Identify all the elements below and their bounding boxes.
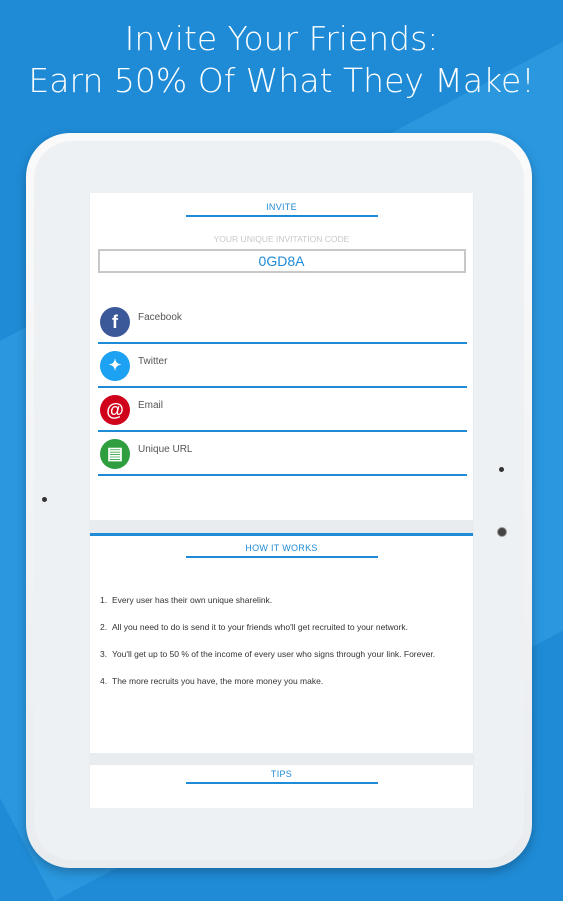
step-item: 3. You'll get up to 50 % of the income of every user who signs through your link. Forever. bbox=[100, 649, 436, 659]
share-email-row[interactable] bbox=[98, 388, 467, 432]
email-icon: @ bbox=[100, 395, 130, 425]
headline-line-1: Invite Your Friends: bbox=[124, 19, 439, 58]
facebook-icon: f bbox=[100, 307, 130, 337]
tips-title: TIPS bbox=[270, 769, 293, 779]
tablet-sensor-right bbox=[499, 467, 504, 472]
share-url-row[interactable] bbox=[98, 432, 467, 476]
step-text: The more recruits you have, the more money you make. bbox=[112, 676, 324, 686]
step-item: 4. The more recruits you have, the more money you make. bbox=[100, 676, 324, 686]
camera-icon bbox=[497, 527, 507, 537]
share-url-label: Unique URL bbox=[138, 444, 193, 455]
step-item: 2. All you need to do is send it to your friends who'll get recruited to your network. bbox=[100, 622, 408, 632]
how-it-works-title: HOW IT WORKS bbox=[245, 543, 318, 553]
how-it-works-steps bbox=[90, 594, 473, 688]
invite-section-title: INVITE bbox=[266, 202, 297, 212]
invite-title-underline bbox=[186, 215, 378, 217]
tips-underline bbox=[186, 782, 378, 784]
step-text: You'll get up to 50 % of the income of every user who signs through your link. Forever. bbox=[112, 649, 436, 659]
headline-line-2: Earn 50% Of What They Make! bbox=[28, 61, 535, 100]
share-twitter-label: Twitter bbox=[138, 356, 168, 367]
step-item: 1. Every user has their own unique sharelink. bbox=[100, 595, 273, 605]
step-text: All you need to do is send it to your friends who'll get recruited to your network. bbox=[112, 622, 408, 632]
invite-panel bbox=[90, 193, 473, 520]
share-facebook-label: Facebook bbox=[138, 312, 182, 323]
twitter-icon: ✦ bbox=[100, 351, 130, 381]
how-it-works-panel bbox=[90, 536, 473, 753]
share-email-label: Email bbox=[138, 400, 164, 411]
globe-icon: ▤ bbox=[100, 439, 130, 469]
app-screen bbox=[89, 193, 474, 808]
promo-headline bbox=[0, 18, 563, 102]
invitation-code-field[interactable]: 0GD8A bbox=[98, 249, 466, 273]
tablet-sensor-left bbox=[42, 497, 47, 502]
step-text: Every user has their own unique sharelink. bbox=[112, 595, 273, 605]
how-it-works-underline bbox=[186, 556, 378, 558]
share-facebook-row[interactable] bbox=[98, 300, 467, 344]
invitation-code-caption: YOUR UNIQUE INVITATION CODE bbox=[213, 234, 350, 244]
tips-panel bbox=[90, 765, 473, 808]
share-twitter-row[interactable] bbox=[98, 344, 467, 388]
